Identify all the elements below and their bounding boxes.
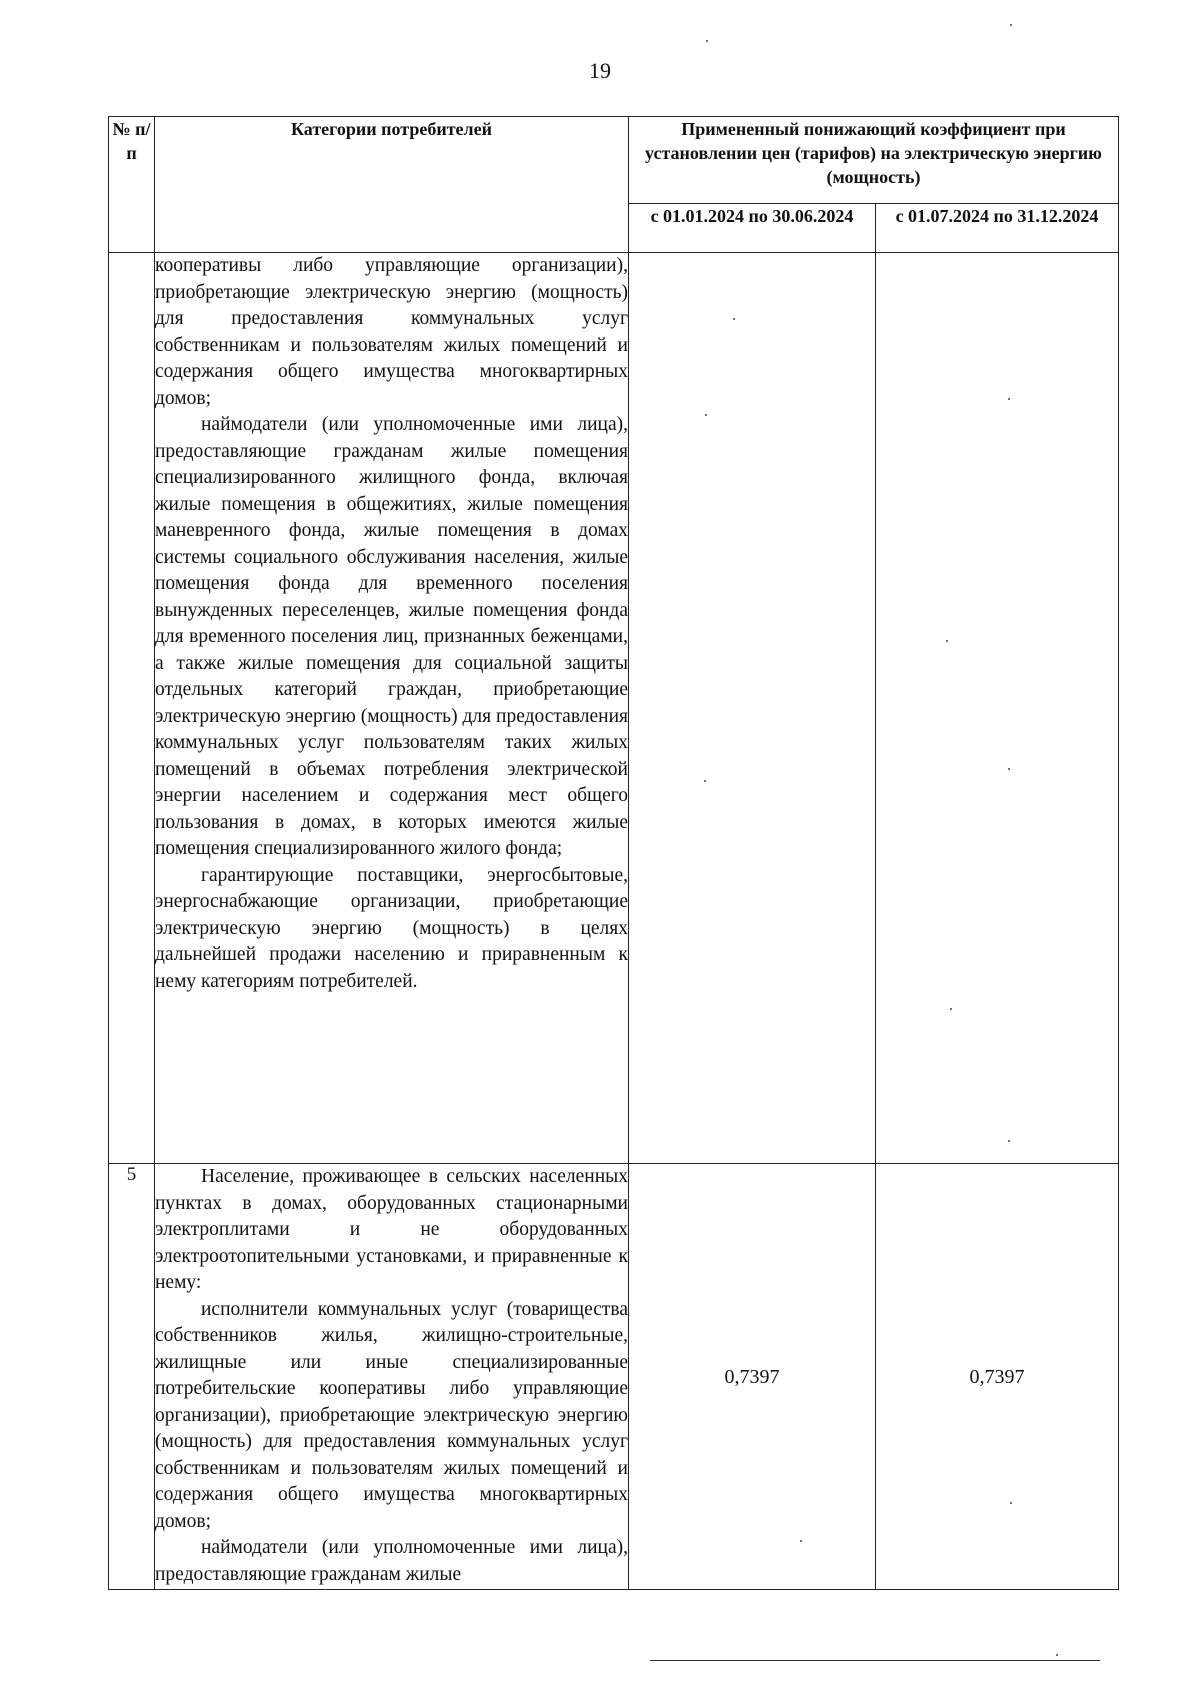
- scan-speck: [800, 1540, 802, 1542]
- scan-speck: [1008, 1140, 1010, 1142]
- scan-speck: [705, 414, 707, 416]
- header-category: Категории потребителей: [155, 117, 629, 253]
- coefficient-cell-period-2: [876, 253, 1119, 1164]
- coefficient-value: 0,7397: [724, 1366, 780, 1388]
- category-paragraph: кооперативы либо управляющие организации), приобретающие электрическую энергию (мощность) для предоставления коммунальных услуг собственникам и пользователям жилых помещений и содержания общего имущества многоквартирных домов;: [155, 255, 628, 409]
- scan-speck: [1008, 398, 1010, 400]
- category-cell: [155, 1164, 629, 1590]
- category-paragraph: наймодатели (или уполномоченные ими лица), предоставляющие гражданам жилые помещения специализированного жилищного фонда, включая жилые помещения в общежитиях, жилые помещения маневренного фонда, жилые помещения в домах системы социального обслуживания населения, жилые помещения фонда для временного поселения вынужденных переселенцев, жилые помещения фонда для временного поселения лиц, признанных беженцами, а также жилые помещения для социальной защиты отдельных категорий граждан, приобретающие электрическую энергию (мощность) для предоставления коммунальных услуг пользователям таких жилых помещений в объемах потребления электрической энергии населением и содержания мест общего пользования в домах, в которых имеются жилые помещения специализированного жилого фонда;: [155, 414, 628, 859]
- scan-speck: [1008, 768, 1010, 770]
- category-paragraph: Население, проживающее в сельских населенных пунктах в домах, оборудованных стационарными электроплитами и не оборудованных электроотопительными установками, и приравненные к нему:: [155, 1166, 628, 1293]
- header-period-2: с 01.07.2024 по 31.12.2024: [876, 204, 1119, 253]
- header-number: № п/п: [109, 117, 155, 253]
- category-paragraph: исполнители коммунальных услуг (товарищества собственников жилья, жилищно-строительные, жилищные или иные специализированные потребительские кооперативы либо управляющие организации), приобретающие электрическую энергию (мощность) для предоставления коммунальных услуг собственникам и пользователям жилых помещений и содержания общего имущества многоквартирных домов;: [155, 1298, 628, 1532]
- coefficient-cell-period-1: [629, 253, 876, 1164]
- page-number: 19: [589, 58, 611, 83]
- table-header-row: [109, 117, 1119, 204]
- coefficient-cell-period-2: [876, 1164, 1119, 1590]
- header-period-1: с 01.01.2024 по 30.06.2024: [629, 204, 876, 253]
- header-coefficient: Примененный понижающий коэффициент при установлении цен (тарифов) на электрическую энергию (мощность): [629, 117, 1119, 204]
- table-row: [109, 1164, 1119, 1590]
- scan-speck: [733, 318, 735, 320]
- scan-speck: [946, 640, 948, 642]
- category-cell: [155, 253, 629, 1164]
- row-number: 5: [109, 1164, 155, 1590]
- table-row: [109, 253, 1119, 1164]
- category-paragraph: гарантирующие поставщики, энергосбытовые, энергоснабжающие организации, приобретающие электрическую энергию (мощность) в целях дальнейшей продажи населению и приравненным к нему категориям потребителей.: [155, 864, 628, 992]
- row-number: [109, 253, 155, 1164]
- scan-speck: [1010, 24, 1012, 26]
- coefficients-table: [108, 116, 1119, 1590]
- coefficient-value: 0,7397: [969, 1366, 1025, 1388]
- scan-speck: [704, 780, 706, 782]
- category-paragraph: наймодатели (или уполномоченные ими лица), предоставляющие гражданам жилые: [155, 1537, 628, 1585]
- scan-speck: [1056, 1654, 1058, 1656]
- scan-speck: [950, 1008, 952, 1010]
- scan-speck: [1010, 1502, 1012, 1504]
- coefficient-cell-period-1: [629, 1164, 876, 1590]
- scan-speck: [706, 40, 708, 42]
- footer-rule: [650, 1660, 1100, 1661]
